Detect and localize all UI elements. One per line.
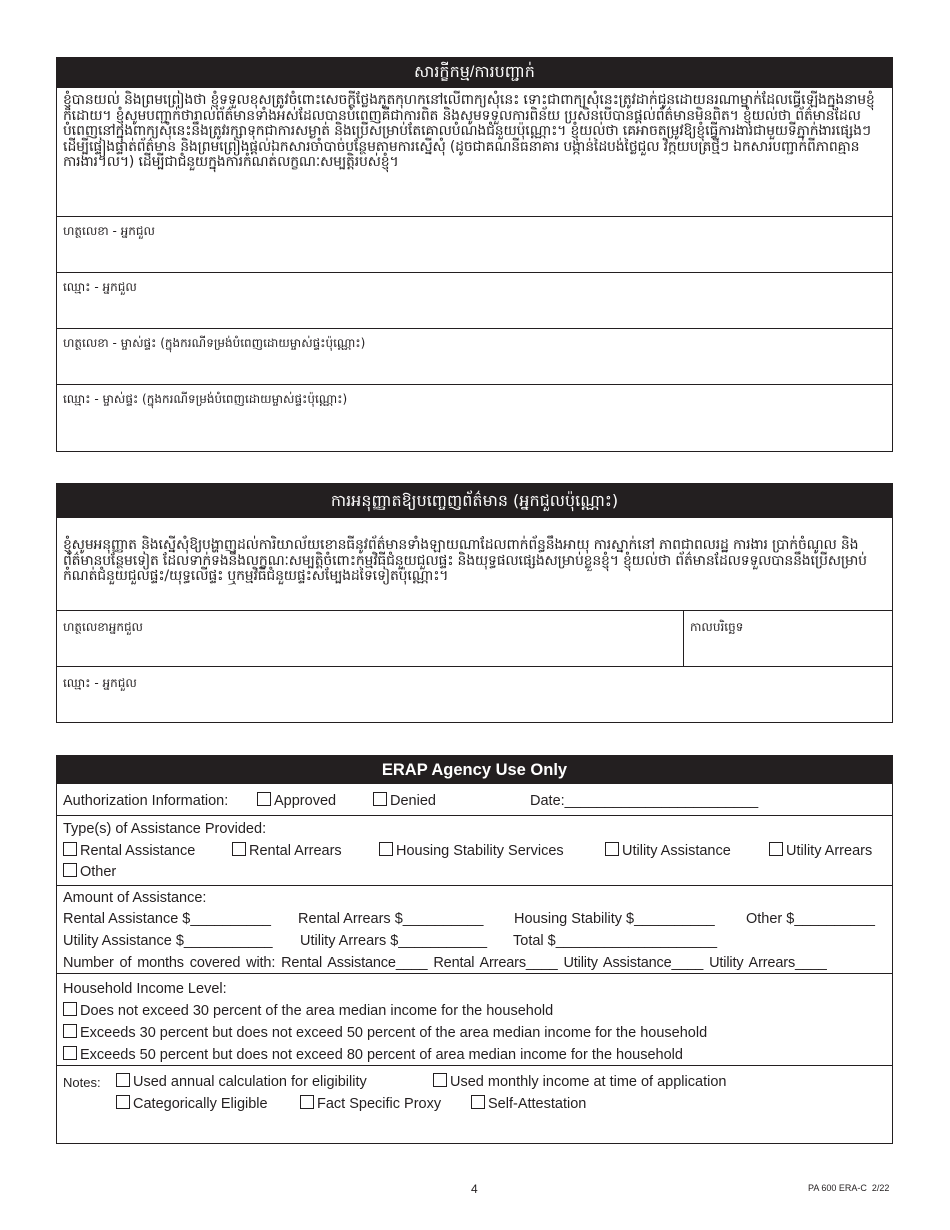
certification-title: សារក្ខីកម្ម/ការបញ្ជាក់ — [57, 58, 892, 88]
income-80-checkbox[interactable] — [63, 1046, 77, 1060]
amount-label: Amount of Assistance: — [63, 890, 207, 906]
income-row — [57, 974, 892, 1066]
landlord-signature-field[interactable] — [57, 329, 892, 385]
income-50-checkbox[interactable] — [63, 1024, 77, 1038]
release-signature-field[interactable] — [57, 611, 684, 666]
notes-row — [57, 1066, 892, 1143]
auth-date-field[interactable]: Date:________________________ — [530, 793, 759, 809]
notes-label: Notes: — [63, 1075, 101, 1090]
approved-checkbox[interactable] — [257, 792, 271, 806]
categorically-eligible-checkbox[interactable] — [116, 1095, 130, 1109]
release-signature-row — [57, 611, 892, 667]
tenant-name-label: ឈ្មោះ - អ្នកជួល — [63, 280, 137, 294]
release-section — [56, 483, 893, 723]
release-name-label: ឈ្មោះ - អ្នកជួល — [63, 676, 137, 690]
auth-label: Authorization Information: — [63, 793, 229, 809]
form-id: PA 600 ERA-C 2/22 — [808, 1183, 890, 1193]
release-date-label: កាលបរិច្ឆេទ — [690, 620, 744, 634]
utility-assistance-amount[interactable]: Utility Assistance $___________ — [63, 933, 273, 949]
utility-arrears-checkbox[interactable] — [769, 842, 783, 856]
type-label-other: Other — [80, 864, 117, 880]
release-paragraph: ខ្ញុំសូមអនុញ្ញាត និងស្នើសុំឱ្យបង្ហាញដល់ការិយាល័យខោនធីនូវព័ត៌មានទាំងឡាយណាដែលពាក់ព័ន្ធនឹងអាយុ ការស្នាក់នៅ ភាពជាពលរដ្ឋ ការងារ ប្រាក់ចំណូល និងព័ត៌មានបន្ថែមទៀត ដែលទាក់ទងនឹងលក្ខណៈសម្បត្តិចំពោះកម្មវិធីជំនួយជួលផ្ទះ និងយុទ្ធផលផ្សេងសម្រាប់ខ្លួនខ្ញុំ។ ខ្ញុំយល់ថា ព័ត៌មានដែលទទួលបាននឹងប្រើសម្រាប់កំណត់ជំនួយជួលផ្ទះ/យុទ្ធលើផ្ទះ ឬកម្មវិធីជំនួយផ្ទះសម្បែងដទៃទៀតប៉ុណ្ណោះ។ — [57, 518, 892, 611]
landlord-name-field[interactable] — [57, 385, 892, 451]
landlord-name-label: ឈ្មោះ - ម្ចាស់ផ្ទះ (ក្នុងករណីទម្រង់បំពេញដោយម្ចាស់ផ្ទះប៉ុណ្ណោះ) — [63, 392, 348, 406]
income-option-80: Exceeds 50 percent but does not exceed 80 percent of area median income for the household — [80, 1047, 683, 1063]
notes-monthly-label: Used monthly income at time of application — [450, 1074, 727, 1090]
notes-self-label: Self-Attestation — [488, 1096, 587, 1112]
type-label-rental-arrears: Rental Arrears — [249, 843, 342, 859]
release-name-field[interactable] — [57, 667, 892, 723]
tenant-name-field[interactable] — [57, 273, 892, 329]
other-amount[interactable]: Other $__________ — [746, 911, 875, 927]
housing-stability-checkbox[interactable] — [379, 842, 393, 856]
approved-label: Approved — [274, 793, 337, 809]
types-label: Type(s) of Assistance Provided: — [63, 821, 267, 837]
income-30-checkbox[interactable] — [63, 1002, 77, 1016]
self-attestation-checkbox[interactable] — [471, 1095, 485, 1109]
type-label-utility-assistance: Utility Assistance — [622, 843, 731, 859]
release-date-field[interactable] — [684, 611, 892, 666]
rental-assistance-amount[interactable]: Rental Assistance $__________ — [63, 911, 271, 927]
housing-stability-amount[interactable]: Housing Stability $__________ — [514, 911, 715, 927]
income-label: Household Income Level: — [63, 981, 227, 997]
agency-title: ERAP Agency Use Only — [57, 756, 892, 784]
authorization-row — [57, 784, 892, 816]
certification-section — [56, 57, 893, 452]
type-label-utility-arrears: Utility Arrears — [786, 843, 873, 859]
denied-checkbox[interactable] — [373, 792, 387, 806]
type-label-rental-assistance: Rental Assistance — [80, 843, 196, 859]
tenant-signature-label: ហត្ថលេខា - អ្នកជួល — [63, 224, 155, 238]
fact-specific-proxy-checkbox[interactable] — [300, 1095, 314, 1109]
release-title: ការអនុញ្ញាតឱ្យបញ្ចេញព័ត៌មាន (អ្នកជួលប៉ុណ្ណោះ) — [57, 484, 892, 518]
type-label-housing-stability: Housing Stability Services — [396, 843, 564, 859]
notes-annual-label: Used annual calculation for eligibility — [133, 1074, 367, 1090]
rental-arrears-amount[interactable]: Rental Arrears $__________ — [298, 911, 484, 927]
certification-paragraph: ខ្ញុំបានយល់ និងព្រមព្រៀងថា ខ្ញុំទទួលខុសត្រូវចំពោះសេចក្តីថ្លែងភូតកុហកនៅលើពាក្យសុំនេះ ទោះជាពាក្យសុំនេះត្រូវដាក់ជូនដោយនរណាម្នាក់ដែលធ្វើឡើងក្នុងនាមខ្ញុំក៏ដោយ។ ខ្ញុំសូមបញ្ជាក់ថារាល់ព័ត៌មានទាំងអស់ដែលបានបំពេញគឺជាការពិត និងសូមទទួលការពិន័យ ប្រសិនបើបានផ្តល់ព័ត៌មានមិនពិត។ ខ្ញុំយល់ថា ព័ត៌មានដែលបំពេញនៅក្នុងពាក្យសុំនេះនឹងត្រូវរក្សាទុកជាការសម្ងាត់ និងប្រើសម្រាប់តែគោលបំណងជំនួយប៉ុណ្ណោះ។ ខ្ញុំយល់ថា គេអាចតម្រូវឱ្យខ្ញុំធ្វើការងារជាមួយទីភ្នាក់ងារផ្សេងៗ ដើម្បីផ្ទៀងផ្ទាត់ព័ត៌មាន និងព្រមព្រៀងផ្តល់ឯកសារចាំបាច់បន្ថែមតាមការស្នើសុំ (ដូចជាគណនីធនាគារ បង្កាន់ដៃបង់ថ្លៃជួល វិក្កយបត្រថ្មីៗ ឯកសារបញ្ជាក់ពីភាពគ្មានការងារ។ល។) ដើម្បីជាជំនួយក្នុងការកំណត់លក្ខណៈសម្បត្តិរបស់ខ្ញុំ។ — [57, 88, 892, 217]
monthly-income-checkbox[interactable] — [433, 1073, 447, 1087]
utility-arrears-amount[interactable]: Utility Arrears $___________ — [300, 933, 488, 949]
income-option-30: Does not exceed 30 percent of the area median income for the household — [80, 1003, 554, 1019]
release-signature-label: ហត្ថលេខាអ្នកជួល — [63, 620, 143, 634]
rental-arrears-checkbox[interactable] — [232, 842, 246, 856]
notes-proxy-label: Fact Specific Proxy — [317, 1096, 442, 1112]
landlord-signature-label: ហត្ថលេខា - ម្ចាស់ផ្ទះ (ក្នុងករណីទម្រង់បំពេញដោយម្ចាស់ផ្ទះប៉ុណ្ណោះ) — [63, 336, 366, 350]
denied-label: Denied — [390, 793, 436, 809]
agency-section — [56, 755, 893, 1144]
page-number: 4 — [471, 1182, 478, 1196]
income-option-50: Exceeds 30 percent but does not exceed 50 percent of the area median income for the household — [80, 1025, 708, 1041]
total-amount[interactable]: Total $____________________ — [513, 933, 718, 949]
tenant-signature-field[interactable] — [57, 217, 892, 273]
annual-calc-checkbox[interactable] — [116, 1073, 130, 1087]
notes-categorical-label: Categorically Eligible — [133, 1096, 268, 1112]
types-row — [57, 816, 892, 886]
amount-row — [57, 886, 892, 974]
utility-assistance-checkbox[interactable] — [605, 842, 619, 856]
rental-assistance-checkbox[interactable] — [63, 842, 77, 856]
months-covered[interactable]: Number of months covered with: Rental Assistance____ Rental Arrears____ Utility Assistance____ Utility Arrears____ — [63, 955, 827, 971]
other-checkbox[interactable] — [63, 863, 77, 877]
